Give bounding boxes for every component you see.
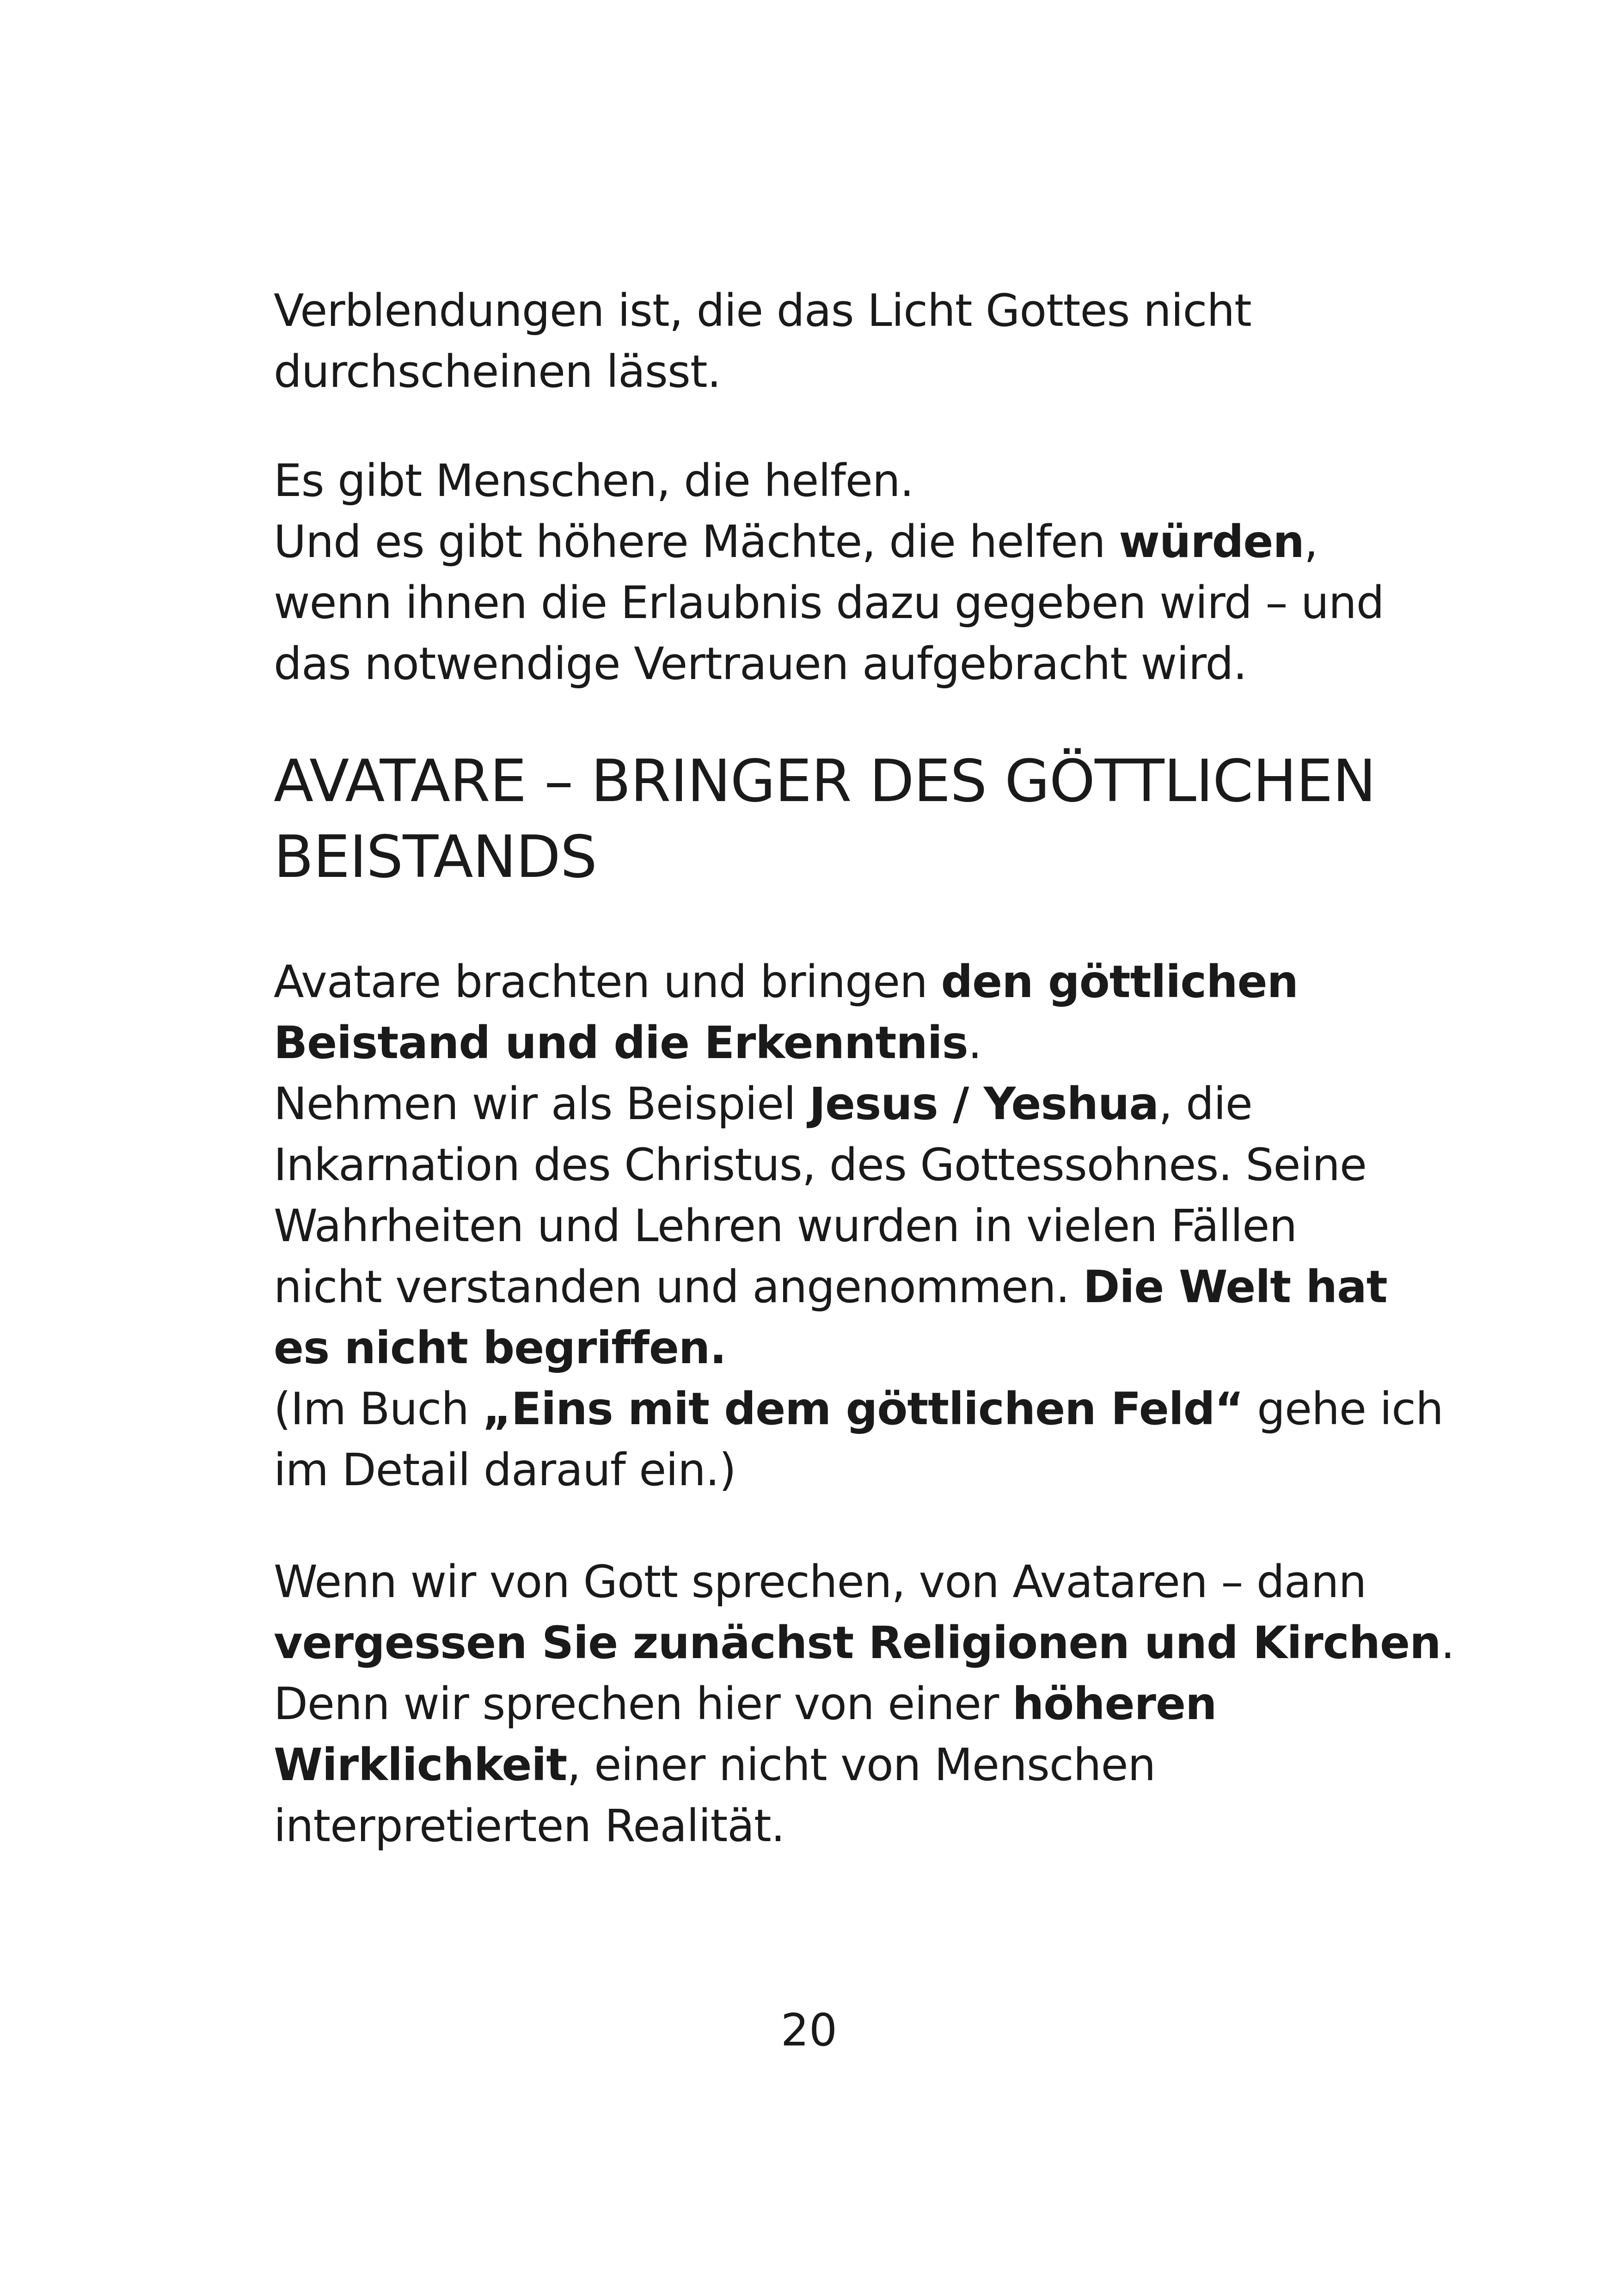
- text-run: , einer nicht von Menschen: [567, 1739, 1156, 1791]
- text-line: [274, 1012, 1406, 1073]
- emphasis-text: Jesus / Yeshua: [809, 1078, 1159, 1130]
- text-run: .: [968, 1017, 982, 1069]
- text-line: [274, 1673, 1406, 1734]
- emphasis-text: Wirklichkeit: [274, 1739, 567, 1791]
- emphasis-text: Die Welt hat: [1083, 1261, 1387, 1313]
- text-run: gehe ich: [1243, 1383, 1443, 1435]
- text-run: .: [1440, 1617, 1454, 1669]
- emphasis-text: würden: [1119, 516, 1304, 568]
- text-line: [274, 1256, 1406, 1317]
- text-run: ,: [1304, 516, 1318, 568]
- text-line: Wenn wir von Gott sprechen, von Avataren – dann: [274, 1556, 1367, 1608]
- text-line: wenn ihnen die Erlaubnis dazu gegeben wird – und: [274, 577, 1384, 629]
- text-line: [274, 1378, 1443, 1439]
- text-line: durchscheinen lässt.: [274, 346, 721, 398]
- text-run: Avatare brachten und bringen: [274, 956, 941, 1008]
- text-line: Verblendungen ist, die das Licht Gottes nicht: [274, 285, 1251, 337]
- paragraph-menschen-helfen: [274, 450, 1406, 694]
- text-run: nicht verstanden und angenommen.: [274, 1261, 1083, 1313]
- text-line: [274, 511, 1406, 572]
- text-line: [274, 1073, 1406, 1134]
- heading-line: AVATARE – BRINGER DES GÖTTLICHEN: [274, 747, 1376, 815]
- emphasis-text: den göttlichen: [941, 956, 1298, 1008]
- text-line: Wahrheiten und Lehren wurden in vielen Fällen: [274, 1200, 1297, 1252]
- paragraph-avatare: [274, 951, 1443, 1500]
- text-line: interpretierten Realität.: [274, 1800, 785, 1852]
- text-line: [274, 1612, 1454, 1673]
- book-title: „Eins mit dem göttlichen Feld“: [482, 1383, 1244, 1435]
- emphasis-text: es nicht begriffen.: [274, 1322, 726, 1374]
- text-run: Denn wir sprechen hier von einer: [274, 1678, 1012, 1730]
- text-line: [274, 1317, 1406, 1378]
- text-line: das notwendige Vertrauen aufgebracht wird.: [274, 638, 1247, 690]
- heading-line: BEISTANDS: [274, 823, 597, 891]
- text-run: (Im Buch: [274, 1383, 483, 1435]
- page-number: 20: [780, 2004, 838, 2056]
- emphasis-text: Beistand und die Erkenntnis: [274, 1017, 968, 1069]
- text-line: Inkarnation des Christus, des Gottessohnes. Seine: [274, 1139, 1367, 1191]
- section-heading: [274, 743, 1429, 895]
- emphasis-text: höheren: [1012, 1678, 1217, 1730]
- text-line: [274, 951, 1406, 1012]
- text-line: Es gibt Menschen, die helfen.: [274, 455, 914, 507]
- text-run: , die: [1158, 1078, 1252, 1130]
- emphasis-text: vergessen Sie zunächst Religionen und Kirchen: [274, 1617, 1441, 1669]
- text-run: Nehmen wir als Beispiel: [274, 1078, 809, 1130]
- text-run: Und es gibt höhere Mächte, die helfen: [274, 516, 1119, 568]
- text-line: [274, 1734, 1406, 1795]
- paragraph-gott-sprechen: [274, 1551, 1454, 1856]
- paragraph-verblendungen: [274, 280, 1406, 402]
- text-line: im Detail darauf ein.): [274, 1444, 736, 1496]
